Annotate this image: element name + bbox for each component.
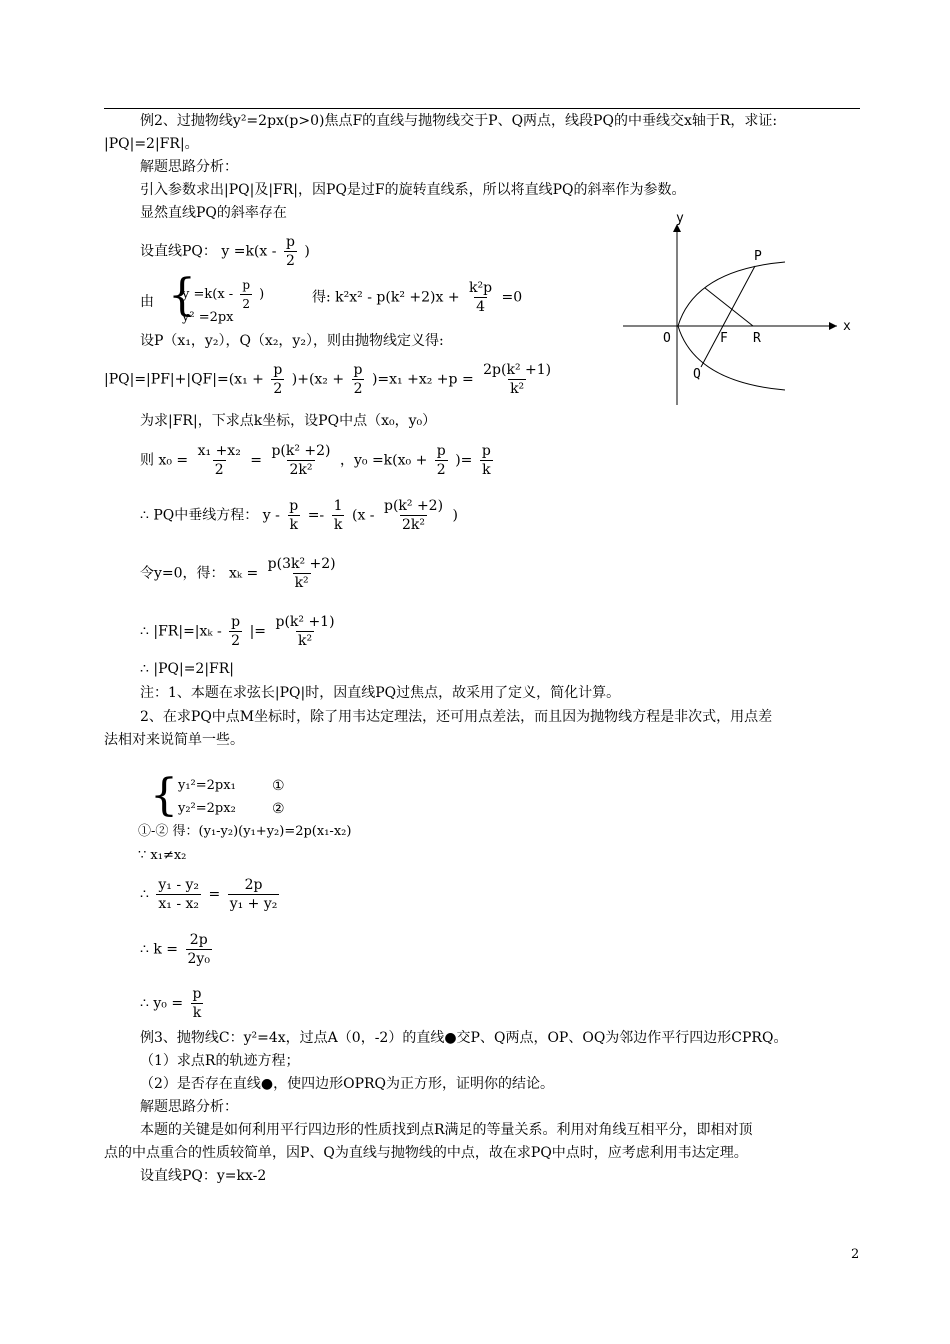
midpoint-intro: 为求|FR|，下求点k坐标，设PQ中点（x₀，y₀） (140, 413, 437, 429)
fraction-numerator: 2p (244, 877, 263, 893)
y0-frac1 (435, 443, 448, 478)
pq-length-equation (104, 362, 556, 397)
pd-ratio-frac1 (156, 877, 201, 912)
example2-line2: |PQ|=2|FR|。 (104, 136, 199, 152)
fraction-numerator: p (285, 234, 295, 250)
system-eq2: y² =2px (182, 310, 234, 325)
fr-frac1 (229, 614, 242, 649)
fraction-numerator: p (289, 498, 299, 514)
quad-b: =0 (501, 289, 523, 306)
set-line-label: 设直线PQ： (140, 243, 217, 260)
fraction-numerator: p (231, 614, 241, 630)
fraction-numerator: 1 (333, 498, 343, 514)
fraction-numerator: p(k² +1) (275, 614, 335, 630)
fraction-numerator: p(k² +2) (383, 498, 444, 514)
pd-y0-frac (191, 986, 204, 1021)
fraction-denominator: 2 (436, 462, 446, 478)
perpendicular-bisector (140, 498, 458, 533)
set-line-expr-a: y =k(x - (221, 243, 277, 260)
pd-k-label: ∴ (140, 941, 149, 958)
quad-a: k²x² - p(k² +2)x + (335, 289, 460, 306)
perp-c: (x - (351, 507, 375, 524)
fraction-denominator: k² (297, 633, 313, 649)
pq-len-c: )=x₁ +x₂ +p = (371, 371, 474, 388)
system-eq1 (182, 277, 264, 312)
fr-b: |= (249, 623, 267, 640)
y0-a: ，y₀ =k(x₀ + (339, 452, 428, 469)
example2-line1: 例2、过抛物线y²=2px(p>0)焦点F的直线与抛物线交于P、Q两点，线段PQ的中垂线交x轴于R，求证: (140, 113, 778, 129)
fraction-numerator: x₁ +x₂ (197, 443, 241, 459)
fraction-denominator: k (482, 462, 491, 478)
page-number: 2 (851, 1247, 860, 1262)
pd-eq1-tag: ① (272, 778, 285, 794)
fraction-denominator: 2k² (402, 517, 426, 533)
perp-frac2 (332, 498, 345, 533)
fr-a: |FR|=|xₖ - (153, 623, 222, 640)
pd-eq2: y₂²=2px₂ (178, 801, 236, 816)
x0-eq: = (250, 452, 262, 469)
fraction-denominator: 2y₀ (187, 951, 210, 967)
example3-set-line: 设直线PQ：y=kx-2 (140, 1168, 267, 1184)
fraction-numerator: p (353, 362, 363, 378)
axis-y-label: y (676, 211, 684, 226)
fraction-denominator: 2 (214, 462, 224, 478)
quadratic-result (312, 280, 522, 315)
perp-d: ) (452, 507, 458, 524)
pd-ratio-eq: = (208, 886, 221, 903)
example3-analysis-b: 点的中点重合的性质较简单，因P、Q为直线与抛物线的中点，故在求PQ中点时，应考虑利用韦达定理。 (104, 1145, 748, 1161)
header-rule (104, 108, 860, 109)
fraction-numerator: y₁ - y₂ (158, 877, 200, 893)
fraction-numerator: k²p (469, 280, 493, 296)
x-axis-arrow-icon (829, 322, 837, 330)
parabola-figure (615, 210, 860, 410)
xk-fraction (266, 556, 338, 591)
fraction-numerator: p (242, 278, 251, 292)
y0-frac2 (480, 443, 493, 478)
example3-analysis-title: 解题思路分析： (140, 1099, 238, 1115)
point-p-label: P (754, 249, 762, 264)
pd-y0-label: ∴ (140, 995, 149, 1012)
fraction-numerator: p (273, 362, 283, 378)
pd-subtract: ①-② 得：(y₁-y₂)(y₁+y₂)=2p(x₁-x₂) (138, 824, 352, 839)
pd-because: ∵ x₁≠x₂ (138, 848, 187, 863)
fraction-denominator: k² (510, 381, 525, 397)
xk-equation (140, 556, 341, 591)
fraction-denominator: k (333, 517, 343, 533)
chord-pq (701, 266, 755, 367)
pd-y0 (140, 986, 207, 1021)
example3-q2: （2）是否存在直线●，使四边形OPRQ为正方形，证明你的结论。 (140, 1076, 555, 1092)
fr-frac2 (273, 614, 336, 649)
focus-label: F (720, 331, 728, 346)
fraction-denominator: 2k² (289, 462, 313, 478)
pd-k-a: k = (153, 941, 179, 958)
perp-a: y - (262, 507, 280, 524)
conclusion: ∴ |PQ|=2|FR| (140, 661, 235, 677)
midpoint-coords (140, 443, 496, 478)
fraction-denominator: y₁ + y₂ (229, 896, 278, 912)
perp-frac3 (382, 498, 445, 533)
axis-x-label: x (843, 319, 851, 334)
fraction-numerator: p (436, 443, 446, 459)
perp-b: =- (307, 507, 325, 524)
example3-line1: 例3、抛物线C：y²=4x，过点A（0，-2）的直线●交P、Q两点，OP、OQ为邻边作平行四边形CPRQ。 (140, 1030, 788, 1046)
example3-analysis-a: 本题的关键是如何利用平行四边形的性质找到点R满足的等量关系。利用对角线互相平分，即相对顶 (140, 1122, 753, 1138)
pd-eq1: y₁²=2px₁ (178, 778, 236, 793)
get-label: 得: (312, 289, 331, 306)
note2b: 法相对来说简单一些。 (104, 732, 244, 748)
fraction-denominator: k (192, 1005, 202, 1021)
y0-b: )= (455, 452, 473, 469)
pq-len-frac1 (271, 362, 284, 397)
pq-len-frac2 (352, 362, 365, 397)
fraction-denominator: 2 (240, 294, 252, 312)
fraction-numerator: p(3k² +2) (267, 556, 336, 572)
fraction-denominator: 2 (285, 253, 295, 269)
pd-ratio-frac2 (228, 877, 280, 912)
fraction-denominator: 2 (231, 633, 241, 649)
pq-len-b: )+(x₂ + (291, 371, 345, 388)
fraction-numerator: 2p (189, 932, 208, 948)
pd-k (140, 932, 215, 967)
perp-label: ∴ PQ中垂线方程： (140, 507, 259, 524)
fraction-numerator: p(k² +2) (271, 443, 331, 459)
system-eq1-b: ) (259, 287, 265, 302)
system-eq1-fraction (240, 277, 252, 312)
set-line-fraction (284, 234, 297, 269)
fr-equation (140, 614, 340, 649)
let-y0: 令y=0，得： (140, 565, 225, 582)
perpendicular-bisector-line (705, 288, 753, 326)
fraction-numerator: p (481, 443, 491, 459)
fraction-denominator: 4 (476, 299, 485, 315)
point-r-label: R (753, 331, 761, 346)
fraction-denominator: 2 (353, 381, 363, 397)
fr-label: ∴ (140, 623, 149, 640)
quad-fraction (467, 280, 494, 315)
point-q-label: Q (693, 367, 701, 382)
pq-len-frac3 (481, 362, 553, 397)
set-line-expr-b: ) (304, 243, 310, 260)
perp-frac1 (287, 498, 300, 533)
x0-frac1 (196, 443, 243, 478)
pd-k-frac (186, 932, 212, 967)
origin-label: O (663, 331, 671, 346)
pd-ratio-label: ∴ (140, 886, 149, 903)
fraction-denominator: k² (294, 575, 309, 591)
analysis-intro: 引入参数求出|PQ|及|FR|，因PQ是过F的旋转直线系，所以将直线PQ的斜率作为参数。 (140, 182, 686, 198)
pd-eq2-tag: ② (272, 801, 285, 817)
fraction-denominator: x₁ - x₂ (158, 896, 200, 912)
pd-system-brace: { (150, 770, 178, 821)
note2a: 2、在求PQ中点M坐标时，除了用韦达定理法，还可用点差法，而且因为抛物线方程是非次式，用点差 (140, 709, 773, 725)
fraction-numerator: p (192, 986, 202, 1002)
x0-a: x₀ = (158, 452, 189, 469)
example3-q1: （1）求点R的轨迹方程； (140, 1053, 300, 1069)
slope-exists: 显然直线PQ的斜率存在 (140, 205, 287, 221)
xk-a: xₖ = (229, 565, 259, 582)
pq-len-a: |PQ|=|PF|+|QF|=(x₁ + (104, 371, 264, 388)
system-eq1-a: y =k(x - (182, 287, 234, 302)
from-label: 由 (140, 294, 154, 310)
fraction-numerator: 2p(k² +1) (483, 362, 552, 378)
fraction-denominator: k (289, 517, 298, 533)
analysis-title: 解题思路分析： (140, 159, 238, 175)
note1: 注：1、本题在求弦长|PQ|时，因直线PQ过焦点，故采用了定义，简化计算。 (140, 685, 621, 701)
set-points: 设P（x₁，y₂），Q（x₂，y₂），则由抛物线定义得: (140, 333, 444, 349)
fraction-denominator: 2 (273, 381, 283, 397)
set-line-equation (140, 234, 310, 269)
system-brace: { (168, 270, 196, 321)
then-label: 则 (140, 452, 154, 469)
x0-frac2 (269, 443, 332, 478)
pd-ratio (140, 877, 282, 912)
pd-y0-a: y₀ = (153, 995, 184, 1012)
